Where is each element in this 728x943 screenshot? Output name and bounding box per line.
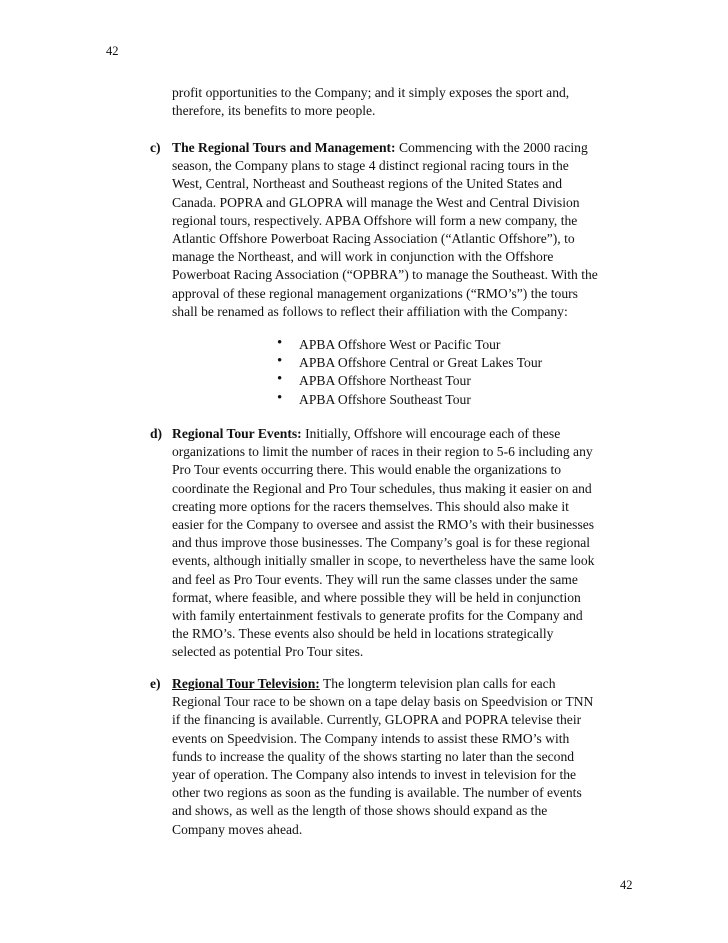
section-line: funds to increase the quality of the shows starting no later than the second (172, 748, 575, 764)
section-line: format, where feasible, and where possible they will be held in conjunction (172, 589, 581, 605)
intro-line: therefore, its benefits to more people. (172, 103, 376, 119)
section-content (172, 139, 635, 321)
tour-list-item (277, 391, 542, 409)
section-first-line (172, 675, 635, 693)
bullet-icon: • (277, 353, 283, 370)
page-number-top: 42 (106, 44, 119, 58)
section-line: events on Speedvision. The Company intends to assist these RMO’s with (172, 730, 570, 746)
section-line: Pro Tour events occurring there. This would enable the organizations to (172, 462, 562, 478)
section-line: the RMO’s. These events also should be held in locations strategically (172, 626, 554, 642)
section-line: events, although initially smaller in scope, to nevertheless have the same look (172, 553, 595, 569)
section-line: Canada. POPRA and GLOPRA will manage the West and Central Division (172, 194, 580, 210)
bullet-icon: • (277, 389, 283, 406)
section-line: coordinate the Regional and Pro Tour schedules, thus making it easier on and (172, 480, 592, 496)
section-line: and feel as Pro Tour events. They will run the same classes under the same (172, 571, 578, 587)
tour-list-item (277, 372, 542, 390)
section-line: organizations to limit the number of races in their region to 5-6 including any (172, 444, 593, 460)
section-line: if the financing is available. Currently, GLOPRA and POPRA televise their (172, 712, 582, 728)
tour-name: APBA Offshore West or Pacific Tour (299, 337, 501, 352)
section-line: selected as potential Pro Tour sites. (172, 644, 364, 660)
page-number-bottom: 42 (620, 878, 633, 892)
section-line: shall be renamed as follows to reflect their affiliation with the Company: (172, 303, 568, 319)
section-regional-tour-events (150, 425, 635, 662)
section-line: other two regions as soon as the funding is available. The number of events (172, 785, 582, 801)
section-heading: Regional Tour Television: (172, 676, 320, 691)
section-content (172, 425, 635, 662)
section-first-line (172, 425, 635, 443)
section-line: The longterm television plan calls for each (319, 676, 556, 691)
bullet-icon: • (277, 371, 283, 388)
section-line: Company moves ahead. (172, 821, 303, 837)
section-line: Commencing with the 2000 racing (395, 140, 588, 155)
section-line: creating more options for the racers themselves. This should also make it (172, 498, 569, 514)
section-line: Regional Tour race to be shown on a tape delay basis on Speedvision or TNN (172, 694, 594, 710)
section-line: and shows, as well as the length of those shows should expand as the (172, 803, 548, 819)
section-line: approval of these regional management organizations (“RMO’s”) the tours (172, 285, 578, 301)
tour-list-item (277, 354, 542, 372)
bullet-icon: • (277, 335, 283, 351)
intro-line: profit opportunities to the Company; and it simply exposes the sport and, (172, 85, 570, 100)
section-line: season, the Company plans to stage 4 distinct regional racing tours in the (172, 158, 569, 174)
tour-name: APBA Offshore Central or Great Lakes Tour (299, 355, 543, 371)
section-letter: c) (150, 140, 161, 155)
tour-list-item (277, 336, 542, 354)
section-regional-tours-management (150, 139, 635, 321)
section-line: Powerboat Racing Association (“OPBRA”) to manage the Southeast. With the (172, 267, 598, 283)
tour-name: APBA Offshore Northeast Tour (299, 373, 471, 389)
section-line: regional tours, respectively. APBA Offshore will form a new company, the (172, 212, 578, 228)
intro-paragraph (172, 84, 632, 120)
section-first-line (172, 139, 635, 157)
tour-name: APBA Offshore Southeast Tour (299, 391, 471, 407)
section-line: year of operation. The Company also intends to invest in television for the (172, 767, 577, 783)
section-line: Initially, Offshore will encourage each of these (301, 426, 561, 441)
section-line: West, Central, Northeast and Southeast regions of the United States and (172, 176, 563, 192)
section-line: and thus improve those businesses. The Company’s goal is for these regional (172, 535, 591, 551)
section-line: manage the Northeast, and will work in conjunction with the Offshore (172, 249, 554, 265)
section-line: Atlantic Offshore Powerboat Racing Association (“Atlantic Offshore”), to (172, 231, 575, 247)
section-heading: The Regional Tours and Management: (172, 140, 396, 155)
section-regional-tour-television (150, 675, 635, 839)
section-line: with family entertainment festivals to generate profits for the Company and (172, 608, 583, 624)
section-letter: e) (150, 676, 161, 691)
tour-list (277, 336, 542, 409)
section-content (172, 675, 635, 839)
section-letter: d) (150, 426, 163, 441)
section-line: easier for the Company to oversee and assist the RMO’s with their businesses (172, 517, 595, 533)
section-heading: Regional Tour Events: (172, 426, 302, 441)
